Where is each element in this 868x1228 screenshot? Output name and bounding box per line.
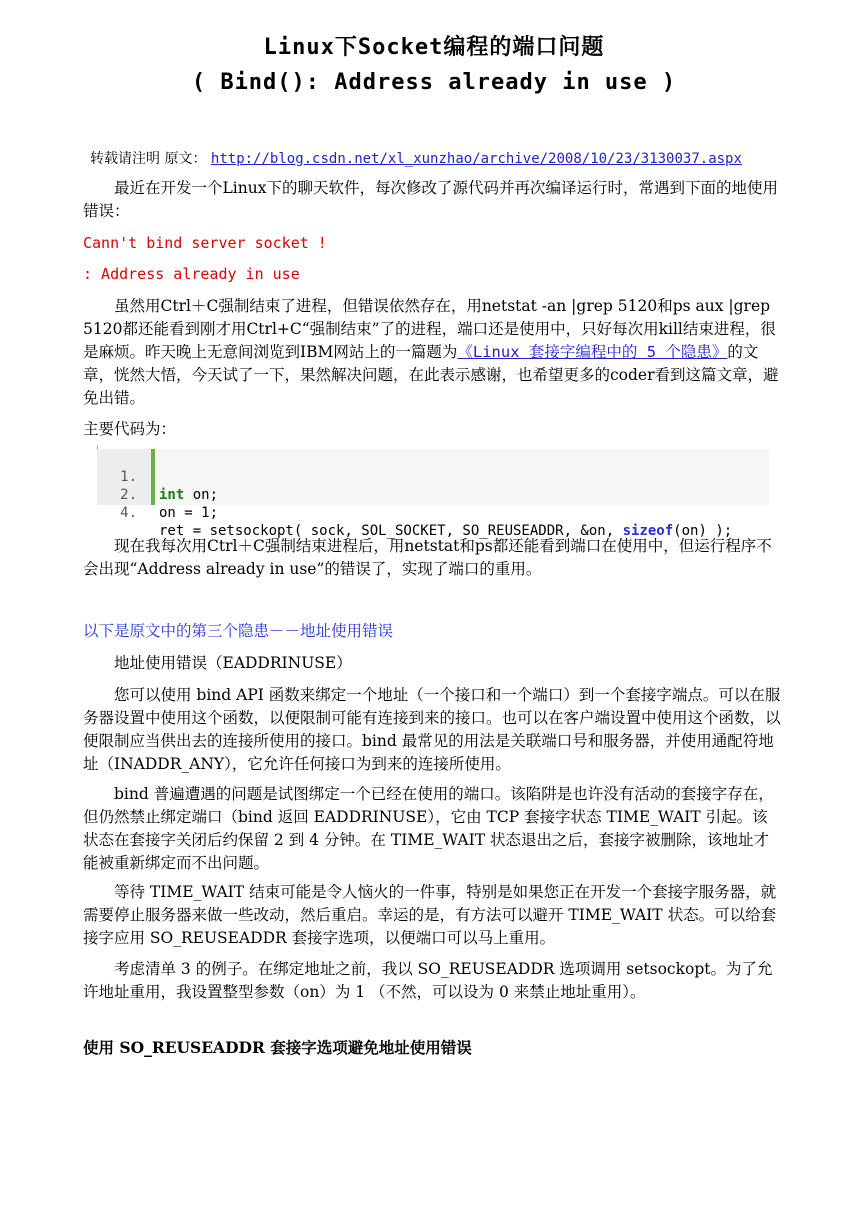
- paragraph-2-text: 虽然用Ctrl＋C强制结束了进程，但错误依然存在，用netstat -an |grep 5120和ps aux |grep 5120都还能看到刚才用Ctrl+C“强制结束”了的进程，端口还是使用中，只好每次用kill结束进程，很是麻烦。昨天晚上无意间浏览到IBM网站上的一篇题为: [83, 297, 776, 361]
- document-title: Linux下Socket编程的端口问题: [263, 35, 605, 60]
- code-gutter-bar: [151, 449, 155, 505]
- paragraph-4: 您可以使用 bind API 函数来绑定一个地址（一个接口和一个端口）到一个套接字端点。可以在服务器设置中使用这个函数，以便限制可能有连接到来的接口。也可以在客户端设置中使用这个函数，以便限制应当供出去的连接所使用的接口。bind 最常见的用法是关联端口号和服务器，并使用通配符地址（INADDR_ANY），它允许任何接口为到来的连接所使用。: [83, 686, 781, 773]
- code-label: 主要代码为：: [83, 420, 177, 438]
- source-label: 转载请注明 原文：: [90, 151, 207, 167]
- paragraph-5: bind 普遍遭遇的问题是试图绑定一个已经在使用的端口。该陷阱是也许没有活动的套接字存在，但仍然禁止绑定端口（bind 返回 EADDRINUSE），它由 TCP 套接字状态 TIME_WAIT 引起。该状态在套接字关闭后约保留 2 到 4 分钟。在 TIME_WAIT 状态退出之后，套接字被删除，该地址才能被重新绑定而不出问题。: [83, 785, 774, 872]
- paragraph-6: 等待 TIME_WAIT 结束可能是令人恼火的一件事，特别是如果您正在开发一个套接字服务器，就需要停止服务器来做一些改动，然后重启。幸运的是，有方法可以避开 TIME_WAIT 状态。可以给套接字应用 SO_REUSEADDR 套接字选项，以便端口可以马上重用。: [83, 883, 777, 947]
- line-number: 4.: [120, 505, 137, 521]
- document-subtitle: ( Bind(): Address already in use ): [191, 70, 677, 95]
- paragraph-2: [83, 295, 783, 410]
- bold-section-heading: 使用 SO_REUSEADDR 套接字选项避免地址使用错误: [83, 1038, 472, 1057]
- line-number: 2.: [120, 487, 137, 503]
- sub-heading: 地址使用错误（EADDRINUSE）: [114, 654, 352, 672]
- error-line-1: Cann't bind server socket !: [83, 234, 327, 252]
- code-line: [97, 450, 219, 503]
- code-text: on = 1;: [159, 505, 219, 521]
- article-link[interactable]: 《Linux 套接字编程中的 5 个隐患》: [457, 343, 728, 361]
- paragraph-3: 现在我每次用Ctrl＋C强制结束进程后，用netstat和ps都还能看到端口在使用中，但运行程序不会出现“Address already in use”的错误了，实现了端口的重用。: [83, 537, 772, 578]
- intro-paragraph: 最近在开发一个Linux下的聊天软件，每次修改了源代码并再次编译运行时，常遇到下面的地使用错误：: [83, 179, 778, 220]
- code-text: int on;: [159, 487, 219, 503]
- source-link[interactable]: http://blog.csdn.net/xl_xunzhao/archive/2008/10/23/3130037.aspx: [210, 151, 742, 167]
- code-block: [97, 449, 769, 539]
- line-number: 1.: [120, 469, 137, 485]
- error-line-2: : Address already in use: [83, 265, 300, 283]
- code-text: ret = setsockopt( sock, SOL_SOCKET, SO_REUSEADDR, &on, sizeof(on) );: [159, 523, 733, 539]
- paragraph-7: 考虑清单 3 的例子。在绑定地址之前，我以 SO_REUSEADDR 选项调用 setsockopt。为了允许地址重用，我设置整型参数（on）为 1 （不然，可以设为 0 来禁止地址重用）。: [83, 960, 773, 1001]
- section-heading: 以下是原文中的第三个隐患－－地址使用错误: [83, 622, 394, 640]
- paragraph-2-text-end: 的文章，恍然大悟，今天试了一下，果然解决问题，在此表示感谢，也希望更多的coder看到这篇文章，避免出错。: [83, 343, 779, 407]
- source-note: [90, 148, 742, 168]
